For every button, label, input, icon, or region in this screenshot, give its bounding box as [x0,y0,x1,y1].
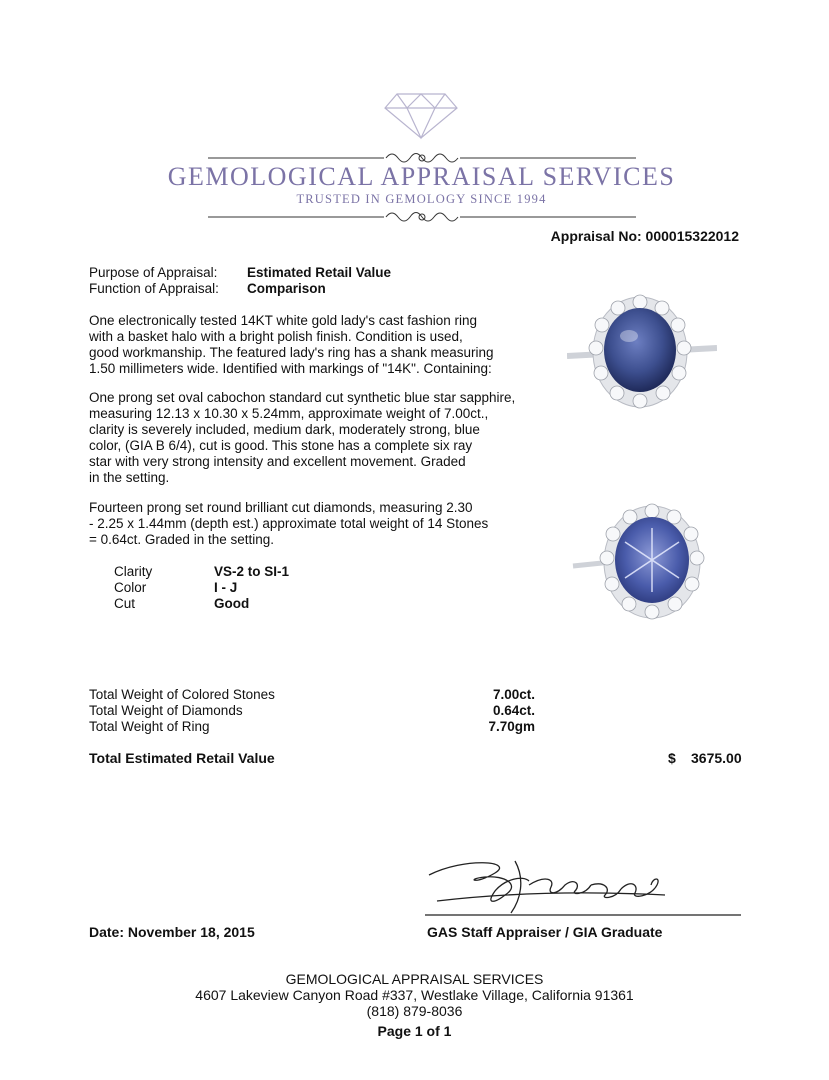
footer-company: GEMOLOGICAL APPRAISAL SERVICES [285,971,544,987]
grade-value: VS-2 to SI-1 [214,564,290,579]
total-label: Total Weight of Colored Stones [89,687,275,702]
footer [0,971,829,1039]
function-label: Function of Appraisal: [89,281,219,296]
retail-value-amount: 3675.00 [691,750,742,766]
purpose-label: Purpose of Appraisal: [89,265,218,280]
function-value: Comparison [247,281,326,296]
footer-phone: (818) 879-8036 [366,1003,463,1019]
appraiser-title: GAS Staff Appraiser / GIA Graduate [427,924,663,940]
sapphire-description: One prong set oval cabochon standard cut synthetic blue star sapphire, measuring 12.13 x 10.30 x 5.24mm, approximate weight of 7.00ct., clarity is severely included, medium dark, moderately strong, blue color, (GIA B 6/4), cut is good. This stone has a complete six ray star with very strong intensity and excellent movement. Graded in the setting. [89,390,516,485]
total-value: 0.64ct. [492,703,535,718]
diamonds-description: Fourteen prong set round brilliant cut diamonds, measuring 2.30 - 2.25 x 1.44mm (depth est.) approximate total weight of 14 Stones = 0.64ct. Graded in the setting. [89,500,489,547]
appraisal-number: Appraisal No: 000015322012 [550,228,739,244]
ornament-divider-bottom [208,207,636,227]
company-logo-title: GEMOLOGICAL APPRAISAL SERVICES [167,162,676,191]
appraisal-date: Date: November 18, 2015 [89,924,255,940]
retail-value-label: Total Estimated Retail Value [89,750,275,766]
ring-photo-top-view [567,288,717,418]
total-value: 7.00ct. [492,687,535,702]
total-value: 7.70gm [488,719,535,734]
grade-label: Clarity [114,564,153,579]
footer-address: 4607 Lakeview Canyon Road #337, Westlake Village, California 91361 [195,987,634,1003]
ring-photo-star-view [567,498,717,628]
grade-label: Cut [114,596,136,611]
ring-description: One electronically tested 14KT white gold lady's cast fashion ring with a basket halo with a bright polish finish. Condition is used, good workmanship. The featured lady's ring has a shank measuring 1.50 millimeters wide. Identified with markings of "14K". Containing: [89,313,494,376]
grade-label: Color [114,580,147,595]
purpose-value: Estimated Retail Value [247,265,392,280]
currency-symbol: $ [668,750,676,766]
page-number: Page 1 of 1 [377,1023,452,1039]
grade-value: Good [214,596,250,611]
company-tagline: TRUSTED IN GEMOLOGY SINCE 1994 [296,192,547,206]
signature-image [425,855,741,919]
diamond-logo-icon [383,92,459,140]
total-label: Total Weight of Diamonds [89,703,243,718]
total-label: Total Weight of Ring [89,719,210,734]
grade-value: I - J [214,580,238,595]
